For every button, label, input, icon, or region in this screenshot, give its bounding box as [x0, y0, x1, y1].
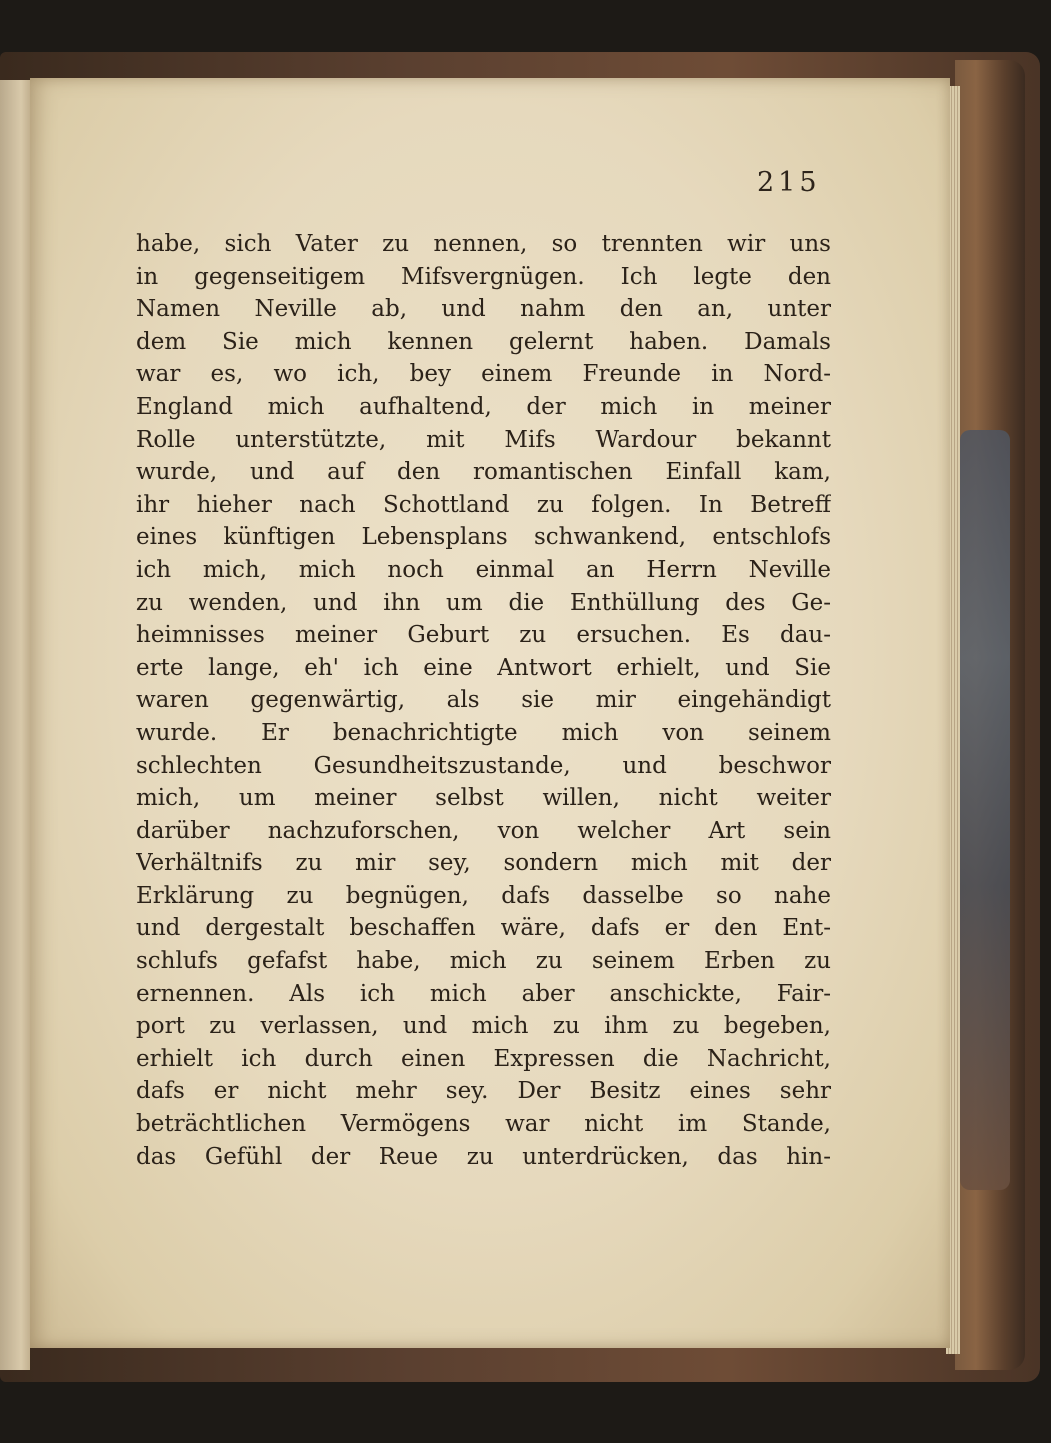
text-line: ernennen. Als ich mich aber anschickte, Fair- — [136, 980, 831, 1007]
text-line: war es, wo ich, bey einem Freunde in Nord- — [136, 361, 831, 388]
text-line: beträchtlichen Vermögens war nicht im Stande, — [136, 1111, 831, 1138]
text-line: Verhältnifs zu mir sey, sondern mich mit der — [136, 850, 831, 877]
text-line: habe, sich Vater zu nennen, so trennten wir uns — [136, 231, 831, 257]
text-line: und dergestalt beschaffen wäre, dafs er den Ent- — [136, 915, 831, 942]
worn-cover-patch — [960, 430, 1010, 1190]
text-line: ich mich, mich noch einmal an Herrn Neville — [136, 556, 831, 583]
facing-page-edge — [0, 80, 30, 1370]
text-line: waren gegenwärtig, als sie mir eingehändigt — [136, 687, 831, 714]
text-line: erte lange, eh' ich eine Antwort erhielt, und Sie — [136, 654, 831, 681]
text-line: port zu verlassen, und mich zu ihm zu begeben, — [136, 1013, 831, 1040]
text-line: wurde, und auf den romantischen Einfall kam, — [136, 459, 831, 486]
page-number: 215 — [757, 167, 821, 198]
text-line: eines künftigen Lebensplans schwankend, entschlofs — [136, 524, 831, 551]
text-line: erhielt ich durch einen Expressen die Nachricht, — [136, 1045, 831, 1072]
text-line: Erklärung zu begnügen, dafs dasselbe so nahe — [136, 882, 831, 909]
text-line: wurde. Er benachrichtigte mich von seinem — [136, 719, 831, 746]
text-line: ihr hieher nach Schottland zu folgen. In Betreff — [136, 491, 831, 518]
text-line: das Gefühl der Reue zu unterdrücken, das hin- — [136, 1143, 831, 1170]
text-line: Namen Neville ab, und nahm den an, unter — [136, 296, 831, 323]
page-body-text — [136, 228, 831, 1173]
text-line: mich, um meiner selbst willen, nicht weiter — [136, 785, 831, 812]
text-line: heimnisses meiner Geburt zu ersuchen. Es dau- — [136, 622, 831, 649]
text-line: England mich aufhaltend, der mich in meiner — [136, 393, 831, 420]
text-line: zu wenden, und ihn um die Enthüllung des Ge- — [136, 589, 831, 616]
text-line: schlufs gefafst habe, mich zu seinem Erben zu — [136, 948, 831, 975]
text-line: schlechten Gesundheitszustande, und beschwor — [136, 752, 831, 779]
text-line: darüber nachzuforschen, von welcher Art sein — [136, 817, 831, 844]
text-line: in gegenseitigem Mifsvergnügen. Ich legte den — [136, 263, 831, 290]
text-line: dem Sie mich kennen gelernt haben. Damals — [136, 328, 831, 355]
text-line: dafs er nicht mehr sey. Der Besitz eines sehr — [136, 1078, 831, 1105]
text-line: Rolle unterstützte, mit Mifs Wardour bekannt — [136, 426, 831, 453]
